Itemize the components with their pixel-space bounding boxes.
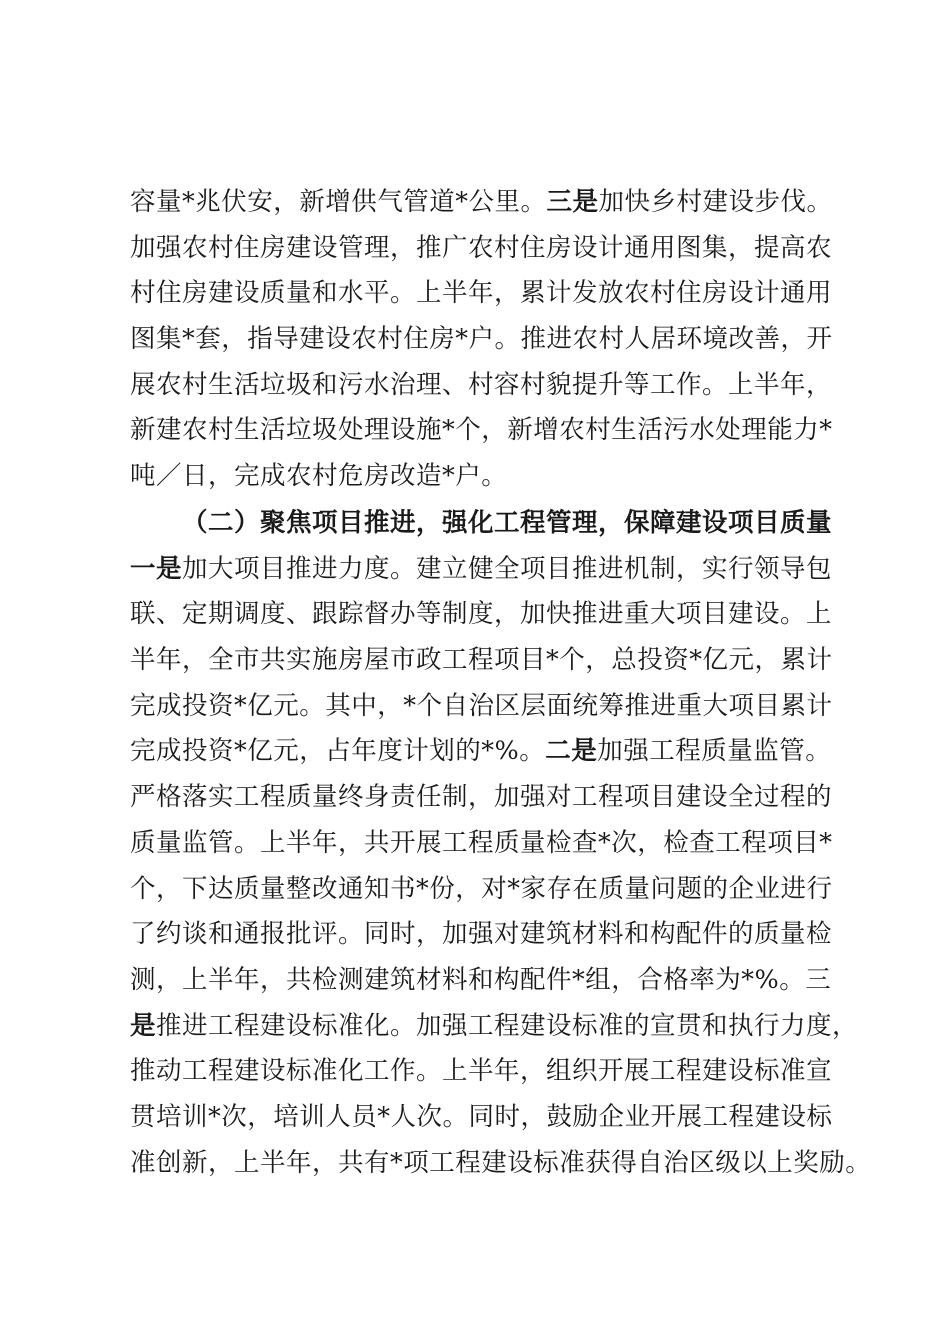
text-run: 完成投资*亿元，占年度计划的*%。 [130,736,546,767]
text-line [130,638,833,684]
text-run: 村住房建设质量和水平。上半年，累计发放农村住房设计通用 [130,278,833,309]
text-line [130,1095,833,1141]
text-line [130,912,833,958]
text-run: 吨／日，完成农村危房改造*户。 [130,461,508,492]
text-line [130,454,830,500]
text-line [130,408,833,454]
text-run: 推动工程建设标准化工作。上半年，组织开展工程建设标准宣 [130,1056,833,1087]
text-line [130,821,833,867]
text-run: 个，下达质量整改通知书*份，对*家存在质量问题的企业进行 [130,873,833,904]
text-run: 严格落实工程质量终身责任制，加强对工程项目建设全过程的 [130,782,833,813]
text-run: 展农村生活垃圾和污水治理、村容村貌提升等工作。上半年， [130,369,833,400]
text-line [130,180,833,226]
text-run: 加强工程质量监管。 [597,736,832,767]
text-line [130,867,833,913]
text-line [130,775,833,821]
text-run: 容量*兆伏安，新增供气管道*公里。 [130,187,547,217]
text-run: 测，上半年，共检测建筑材料和构配件*组，合格率为*%。三 [130,964,832,995]
text-run: 图集*套，指导建设农村住房*户。推进农村人居环境改善，开 [130,324,833,355]
paragraph-rural-construction [130,180,833,500]
text-run: 加强农村住房建设管理，推广农村住房设计通用图集，提高农 [130,232,833,263]
text-line [130,592,833,638]
text-line [130,226,833,272]
bold-lead-phrase: 一是 [130,553,183,584]
bold-lead-phrase: 是 [130,1010,157,1041]
text-line [130,547,833,593]
text-run: 加快乡村建设步伐。 [598,187,833,217]
text-run: 推进工程建设标准化。加强工程建设标准的宣贯和执行力度， [156,1010,859,1041]
paragraph-body [130,547,872,1187]
text-line [130,317,833,363]
text-run: 准创新，上半年，共有*项工程建设标准获得自治区级以上奖励。 [130,1147,872,1178]
text-line [130,1141,872,1187]
bold-lead-phrase: 二是 [545,736,598,767]
text-line [130,729,830,775]
text-run: 新建农村生活垃圾处理设施*个，新增农村生活污水处理能力* [130,415,833,446]
text-line [130,363,833,409]
section-heading: （二）聚焦项目推进，强化工程管理，保障建设项目质量 [182,508,833,538]
text-run: 完成投资*亿元。其中，*个自治区层面统筹推进重大项目累计 [130,690,833,721]
text-run: 了约谈和通报批评。同时，加强对建筑材料和构配件的质量检 [130,919,833,950]
text-run: 质量监管。上半年，共开展工程质量检查*次，检查工程项目* [130,827,833,858]
text-line [130,958,830,1004]
text-run: 半年，全市共实施房屋市政工程项目*个，总投资*亿元，累计 [130,645,833,676]
paragraph-project-quality [130,501,872,1186]
text-run: 联、定期调度、跟踪督办等制度，加快推进重大项目建设。上 [130,599,833,630]
bold-lead-phrase: 三是 [546,187,599,217]
text-line [130,684,833,730]
text-line [130,271,833,317]
text-run: 贯培训*次，培训人员*人次。同时，鼓励企业开展工程建设标 [130,1101,833,1132]
text-line [130,1004,859,1050]
text-line [130,1049,833,1095]
text-run: 加大项目推进力度。建立健全项目推进机制，实行领导包 [182,553,833,584]
